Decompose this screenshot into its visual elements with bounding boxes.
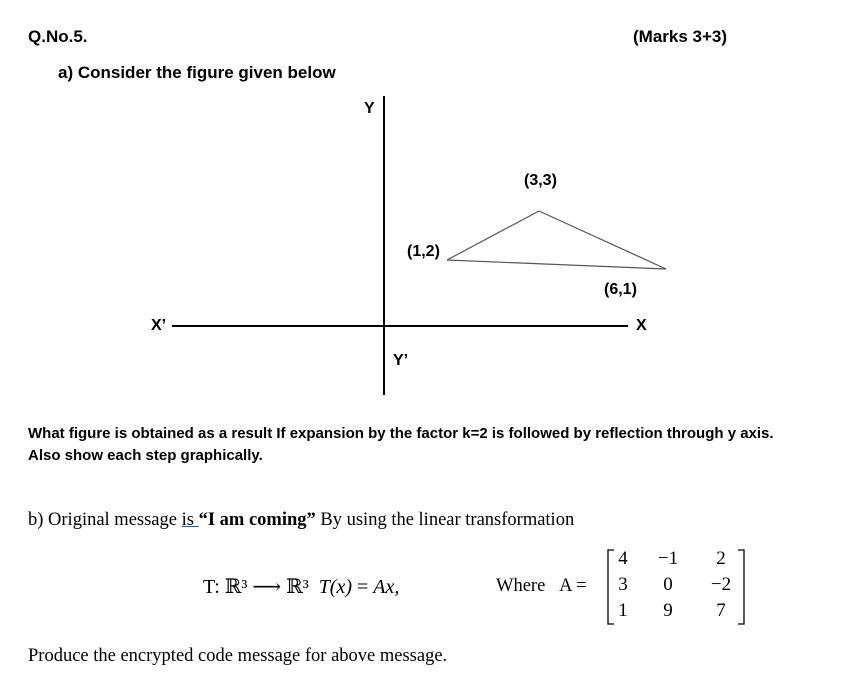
y-prime-label: Y’ [393,352,409,369]
transform-rhs: Ax, [373,576,400,598]
marks-label: (Marks 3+3) [633,27,728,46]
transform-equals: = [352,576,374,598]
point-label: (3,3) [524,172,557,189]
question-text: What figure is obtained as a result If expansion by the factor k=2 is followed by reflection through y axis. Also show each step graphically. [28,425,774,464]
where-word: Where [496,576,546,596]
transformation-equation [203,574,399,599]
transform-domain: T: ℝ³ ⟶ ℝ³ [203,576,309,598]
point-label: (6,1) [604,281,637,298]
matrix-a [606,548,746,626]
where-clause [496,576,587,597]
matrix-cell: −2 [710,574,732,595]
matrix-cell: 7 [716,600,726,621]
triangle-side-3 [447,260,666,269]
matrix-cell: 3 [618,574,628,595]
part-b-suffix: By using the linear transformation [315,510,575,530]
matrix-cell: 9 [663,600,673,621]
triangle-side-2 [539,211,666,269]
part-b-intro [28,510,574,531]
matrix-cell: 1 [618,600,628,621]
matrix-name: A = [559,576,587,596]
matrix-cell: 0 [663,574,673,595]
matrix-cell: 4 [618,548,628,569]
original-message: “I am coming” [198,510,316,530]
part-a-intro: a) Consider the figure given below [58,63,336,82]
question-number: Q.No.5. [28,27,88,46]
is-word: is [181,510,199,530]
transform-function: T(x) [318,576,353,598]
matrix-cell: −1 [657,548,679,569]
matrix-cell: 2 [716,548,726,569]
point-label: (1,2) [407,243,440,260]
x-axis-label: X [636,317,647,334]
y-axis-label: Y [364,100,375,117]
x-prime-label: X’ [151,317,167,334]
produce-instruction: Produce the encrypted code message for above message. [28,646,448,666]
triangle-side-1 [447,211,539,260]
part-b-prefix: b) Original message [28,510,182,530]
